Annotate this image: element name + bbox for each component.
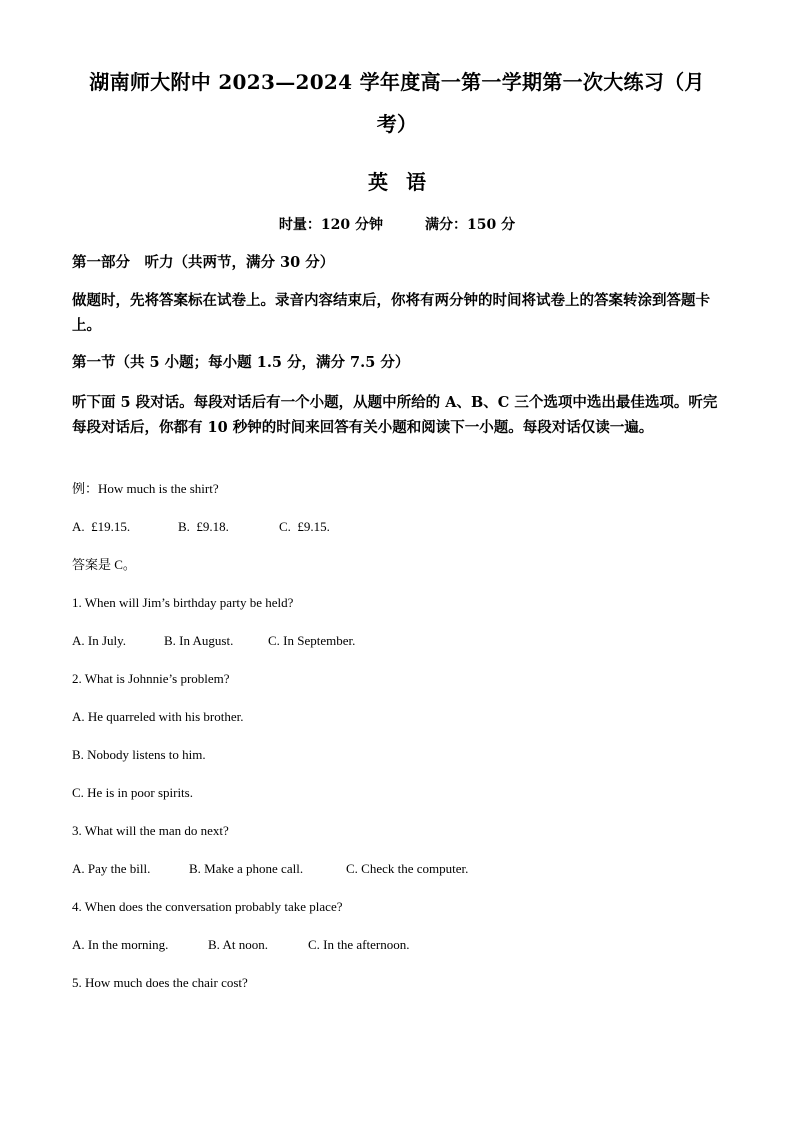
exam-time: 时量：120 分钟 [278,217,383,233]
exam-title-line1: 湖南师大附中 2023—2024 学年度高一第一学期第一次大练习（月 [89,70,705,94]
question-1-option-b: B. In August. [164,633,234,648]
question-1-options [72,632,722,650]
example-option-b: B. £9.18. [178,519,229,534]
question-4-options [72,936,722,954]
question-5-stem: 5. How much does the chair cost? [72,975,248,990]
example-option-a: A. £19.15. [72,519,131,534]
example-question: 例：How much is the shirt? [72,481,219,496]
question-4-stem: 4. When does the conversation probably take place? [72,899,343,914]
question-4-option-b: B. At noon. [208,937,268,952]
subject-title: 英语 [368,170,444,194]
part1-heading: 第一部分 听力（共两节，满分 30 分） [72,254,335,271]
example-option-c: C. £9.15. [279,519,330,534]
section1-instruction: 听下面 5 段对话。每段对话后有一个小题，从题中所给的 A、B、C 三个选项中选出最佳选项。听完每段对话后，你都有 10 秒钟的时间来回答有关小题和阅读下一小题。每段对话仅读一遍。 [72,394,718,436]
question-1-option-c: C. In September. [268,633,356,648]
question-2-stem: 2. What is Johnnie’s problem? [72,671,230,686]
question-2-option-c: C. He is in poor spirits. [72,785,193,800]
question-3-option-b: B. Make a phone call. [189,861,304,876]
example-options [72,518,722,536]
question-3-stem: 3. What will the man do next? [72,823,229,838]
exam-score: 满分：150 分 [425,217,516,233]
exam-time-score [0,214,794,234]
example-answer: 答案是 C。 [72,557,136,572]
exam-title-line2: 考） [376,112,418,136]
question-3-options [72,860,722,878]
question-4-option-c: C. In the afternoon. [308,937,410,952]
question-2-option-a: A. He quarreled with his brother. [72,709,244,724]
question-1-option-a: A. In July. [72,633,127,648]
question-3-option-c: C. Check the computer. [346,861,469,876]
question-1-stem: 1. When will Jim’s birthday party be held? [72,595,294,610]
part1-instruction: 做题时，先将答案标在试卷上。录音内容结束后，你将有两分钟的时间将试卷上的答案转涂到答题卡上。 [72,292,710,334]
question-3-option-a: A. Pay the bill. [72,861,151,876]
question-2-option-b: B. Nobody listens to him. [72,747,206,762]
section1-heading: 第一节（共 5 小题；每小题 1.5 分，满分 7.5 分） [72,354,410,371]
question-4-option-a: A. In the morning. [72,937,169,952]
